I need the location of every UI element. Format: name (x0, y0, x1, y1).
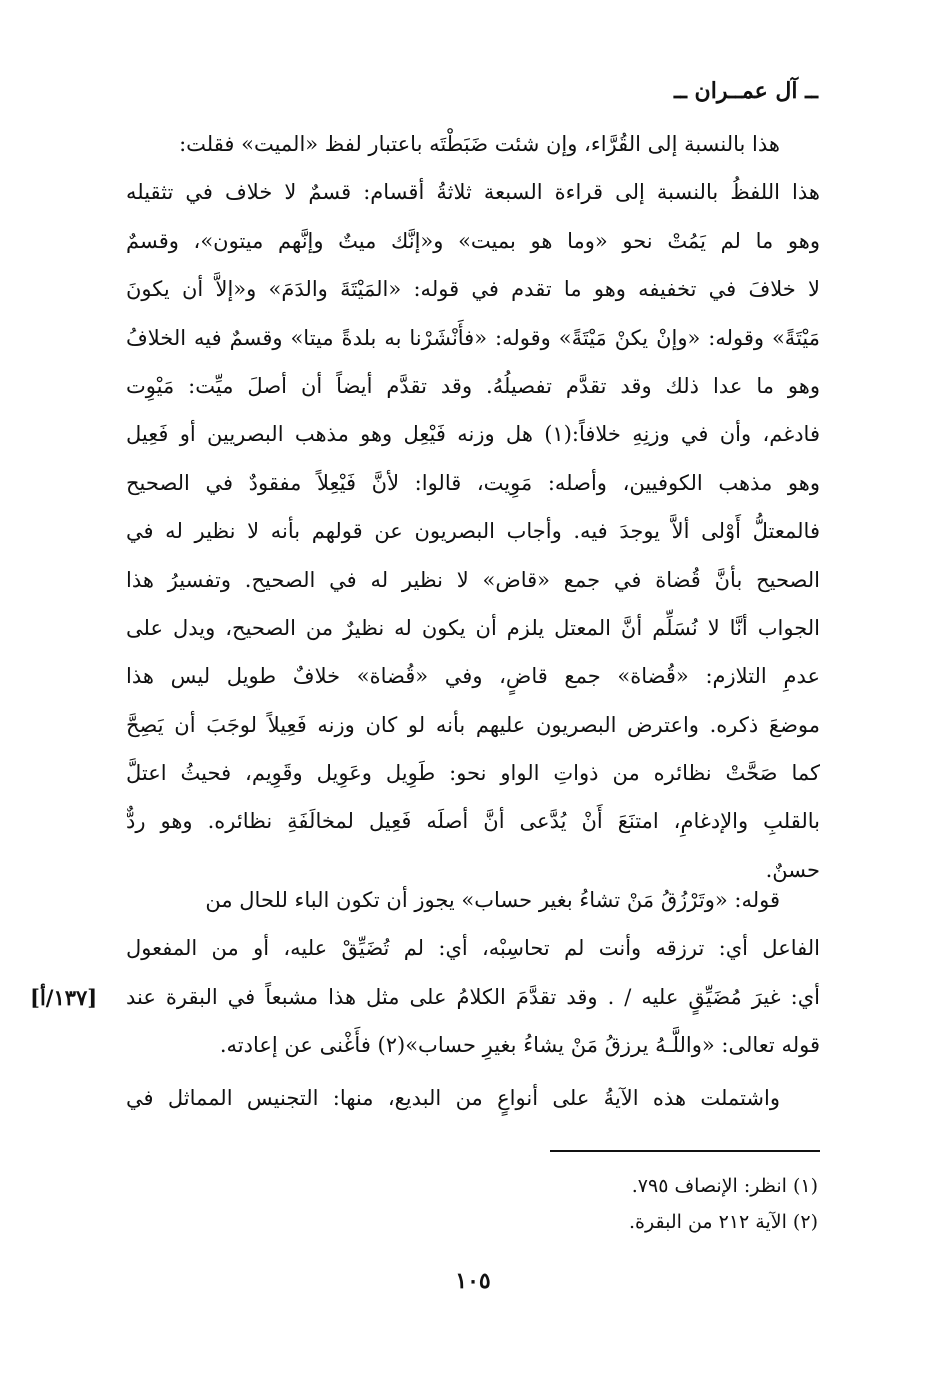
text-line: قوله: «وتَرْزُقُ مَنْ تشاءُ بغير حساب» يجوز أن تكون الباء للحال من (205, 888, 780, 912)
text-line: لا خلافَ في تخفيفه وهو ما تقدم في قوله: «المَيْتَةَ والدَمَ» و«إلاَّ أن يكونَ (126, 277, 820, 302)
footnote: (٢) الآية ٢١٢ من البقرة. (629, 1211, 818, 1233)
text-line: عدمِ التلازم: «قُضاة» جمع قاضٍ، وفي «قُضاة» خلافٌ طويل ليس هذا (126, 664, 820, 689)
text-line: وهو ما لم يَمُتْ نحو «وما هو بميت» و«إنَّك ميتٌ وإنَّهم ميتون»، وقسمٌ (126, 228, 820, 253)
text-line: الفاعل أي: ترزقه وأنت لم تحاسِبْه، أي: لم تُضَيِّقْ عليه، أو من المفعول (126, 936, 820, 961)
text-line: وهو مذهب الكوفيين، وأصله: مَوِيت، قالوا: لأنَّ فَيْعِلاً مفقودٌ في الصحيح (126, 470, 820, 495)
paragraph-3 (126, 1074, 820, 1122)
text-line: وهو ما عدا ذلك وقد تقدَّم تفصيلُهُ. وقد تقدَّم أيضاً أن أصلَ ميِّت: مَيْوِت (126, 373, 820, 398)
text-line: بالقلبِ والإدغامِ، امتنَعَ أَنْ يُدَّعى أنَّ أصلَه فَعِيل لمخالَفَةِ نظائره. وهو ردٌّ (126, 809, 820, 834)
text-line: كما صَحَّتْ نظائره من ذواتِ الواو نحو: طَوِيل وعَوِيل وقَوِيم، فحيثُ اعتلَّ (126, 761, 820, 786)
text-line: قوله تعالى: «واللَّـهُ يرزقُ مَنْ يشاءُ بغيرِ حساب»(٢) فأَغْنى عن إعادته. (219, 1033, 820, 1058)
text-line: فالمعتلُّ أَوْلى ألاَّ يوجدَ فيه. وأجاب البصريون عن قولهم بأنه لا نظير له في (126, 519, 820, 544)
text-line: فادغم، وأن في وزنِهِ خلافاً:(١) هل وزنه فَيْعِل وهو مذهب البصريين أو فَعِيل (126, 422, 820, 447)
text-line: أي: غيرَ مُضَيِّقٍ عليه / . وقد تقدَّمَ الكلامُ على مثل هذا مشبعاً في البقرة عند (126, 984, 820, 1009)
text-line: هذا اللفظُ بالنسبة إلى قراءة السبعة ثلاثةُ أقسام: قسمٌ لا خلاف في تثقيله (126, 180, 820, 205)
running-head: ــ آل عمــران ــ (674, 78, 818, 104)
text-line: هذا بالنسبة إلى القُرَّاء، وإن شئت ضَبَطْتَه باعتبار لفظ «الميت» فقلت: (179, 132, 780, 156)
page-number: ١٠٥ (455, 1268, 491, 1294)
paragraph-2 (126, 876, 820, 1070)
text-line: الجواب أنَّا لا نُسَلِّم أنَّ المعتل يلزم أن يكون له نظيرٌ من الصحيح، ويدل على (126, 615, 820, 640)
text-line: الصحيح بأنَّ قُضاة في جمع «قاض» لا نظير له في الصحيح. وتفسيرُ هذا (126, 567, 820, 592)
text-line: موضعَ ذكره. واعترض البصريون عليهم بأنه لو كان وزنه فَعِيلاً لوجَبَ أن يَصِحَّ (126, 712, 820, 737)
text-line: حسنٌ. (765, 857, 820, 882)
paragraph-1 (126, 120, 820, 894)
footnote-divider (550, 1150, 820, 1152)
footnotes (629, 1168, 818, 1240)
text-line: واشتملت هذه الآيةُ على أنواعٍ من البديع، منها: التجنيس المماثل في (126, 1086, 780, 1110)
text-line: مَيْتَةً» وقوله: «وإنْ يكنْ مَيْتَةً» وقوله: «فأَنْشَرْنا به بلدةً ميتا» وقسمٌ فيه الخلافُ (126, 325, 820, 350)
manuscript-folio-marker: [١٣٧/أ] (30, 985, 98, 1010)
footnote: (١) انظر: الإنصاف ٧٩٥. (631, 1175, 818, 1197)
